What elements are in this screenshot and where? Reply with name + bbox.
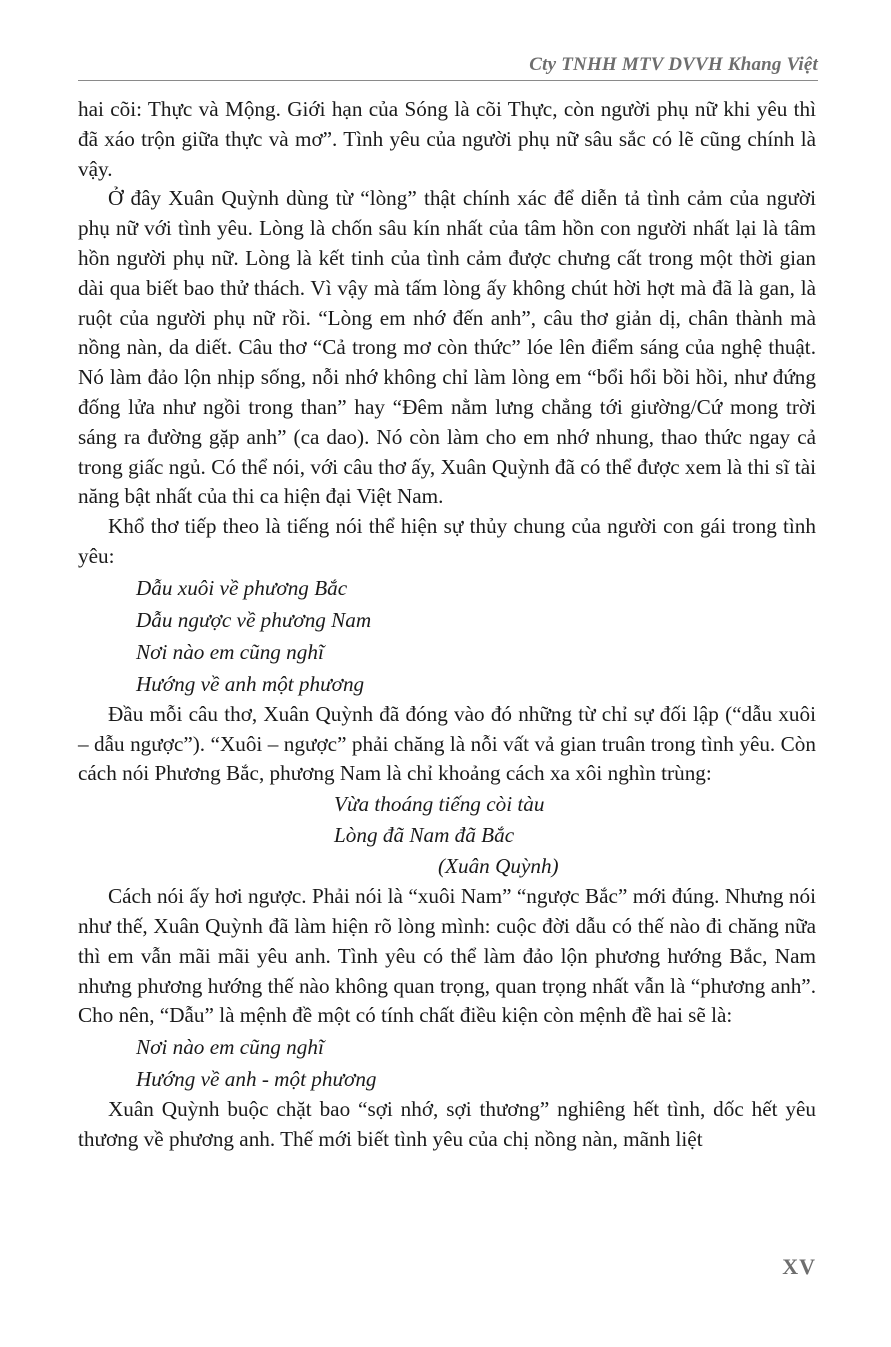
page-body bbox=[78, 95, 816, 1155]
poem-stanza-1 bbox=[78, 572, 816, 700]
poem-stanza-2 bbox=[78, 1031, 816, 1095]
poem-line: Nơi nào em cũng nghĩ bbox=[136, 1035, 324, 1060]
poem-line: Hướng về anh - một phương bbox=[136, 1067, 377, 1092]
paragraph-2: Ở đây Xuân Quỳnh dùng từ “lòng” thật chính xác để diễn tả tình cảm của người phụ nữ với tình yêu. Lòng là chốn sâu kín nhất của tâm hồn con người nhất lại là tâm hồn người phụ nữ. Lòng là kết tinh của tình cảm được chưng cất trong một thời gian dài qua biết bao thử thách. Vì vậy mà tấm lòng ấy không chút hời hợt mà đã là gan, là ruột của người phụ nữ rồi. “Lòng em nhớ đến anh”, câu thơ giản dị, chân thành mà nồng nàn, da diết. Câu thơ “Cả trong mơ còn thức” lóe lên điểm sáng của nghệ thuật. Nó làm đảo lộn nhịp sống, nỗi nhớ không chỉ làm lòng em “bổi hổi bồi hồi, như đứng đống lửa như ngồi trong than” hay “Đêm nằm lưng chẳng tới giường/Cứ mong trời sáng ra đường gặp anh” (ca dao). Nó còn làm cho em nhớ nhung, thao thức ngay cả trong giấc ngủ. Có thể nói, với câu thơ ấy, Xuân Quỳnh đã có thể được xem là thi sĩ tài năng bật nhất của thi ca hiện đại Việt Nam. bbox=[78, 186, 816, 509]
paragraph-1: hai cõi: Thực và Mộng. Giới hạn của Sóng là cõi Thực, còn người phụ nữ khi yêu thì đã xáo trộn giữa thực và mơ”. Tình yêu của người phụ nữ sâu sắc có lẽ cũng chính là vậy. bbox=[78, 97, 816, 181]
poem-line: Dẫu ngược về phương Nam bbox=[136, 607, 372, 632]
poem-line: Dẫu xuôi về phương Bắc bbox=[136, 575, 348, 600]
paragraph-6: Xuân Quỳnh buộc chặt bao “sợi nhớ, sợi thương” nghiêng hết tình, dốc hết yêu thương về phương anh. Thế mới biết tình yêu của chị nồng nàn, mãnh liệt bbox=[78, 1097, 816, 1151]
header-title: Cty TNHH MTV DVVH Khang Việt bbox=[529, 54, 818, 75]
verse-attribution: (Xuân Quỳnh) bbox=[438, 854, 559, 879]
page-number: XV bbox=[782, 1254, 816, 1279]
quoted-verse bbox=[78, 789, 816, 882]
verse-line: Lòng đã Nam đã Bắc bbox=[334, 823, 515, 848]
paragraph-4: Đầu mỗi câu thơ, Xuân Quỳnh đã đóng vào đó những từ chỉ sự đối lập (“dẫu xuôi – dẫu ngược”). “Xuôi – ngược” phải chăng là nỗi vất vả gian truân trong tình yêu. Còn cách nói Phương Bắc, phương Nam là chỉ khoảng cách xa xôi nghìn trùng: bbox=[78, 701, 816, 786]
paragraph-3: Khổ thơ tiếp theo là tiếng nói thể hiện sự thủy chung của người con gái trong tình yêu: bbox=[78, 514, 816, 568]
running-header bbox=[78, 54, 818, 81]
paragraph-5: Cách nói ấy hơi ngược. Phải nói là “xuôi Nam” “ngược Bắc” mới đúng. Nhưng nói như thế, Xuân Quỳnh đã làm hiện rõ lòng mình: cuộc đời dẫu có thế nào đi chăng nữa thì em vẫn mãi mãi yêu anh. Tình yêu có thể làm đảo lộn phương hướng Bắc, Nam nhưng phương hướng thế nào không quan trọng, quan trọng nhất vẫn là “phương anh”. Cho nên, “Dẫu” là mệnh đề một có tính chất điều kiện còn mệnh đề hai sẽ là: bbox=[78, 884, 816, 1028]
poem-line: Hướng về anh một phương bbox=[136, 671, 365, 696]
verse-line: Vừa thoáng tiếng còi tàu bbox=[334, 792, 545, 817]
poem-line: Nơi nào em cũng nghĩ bbox=[136, 639, 324, 664]
